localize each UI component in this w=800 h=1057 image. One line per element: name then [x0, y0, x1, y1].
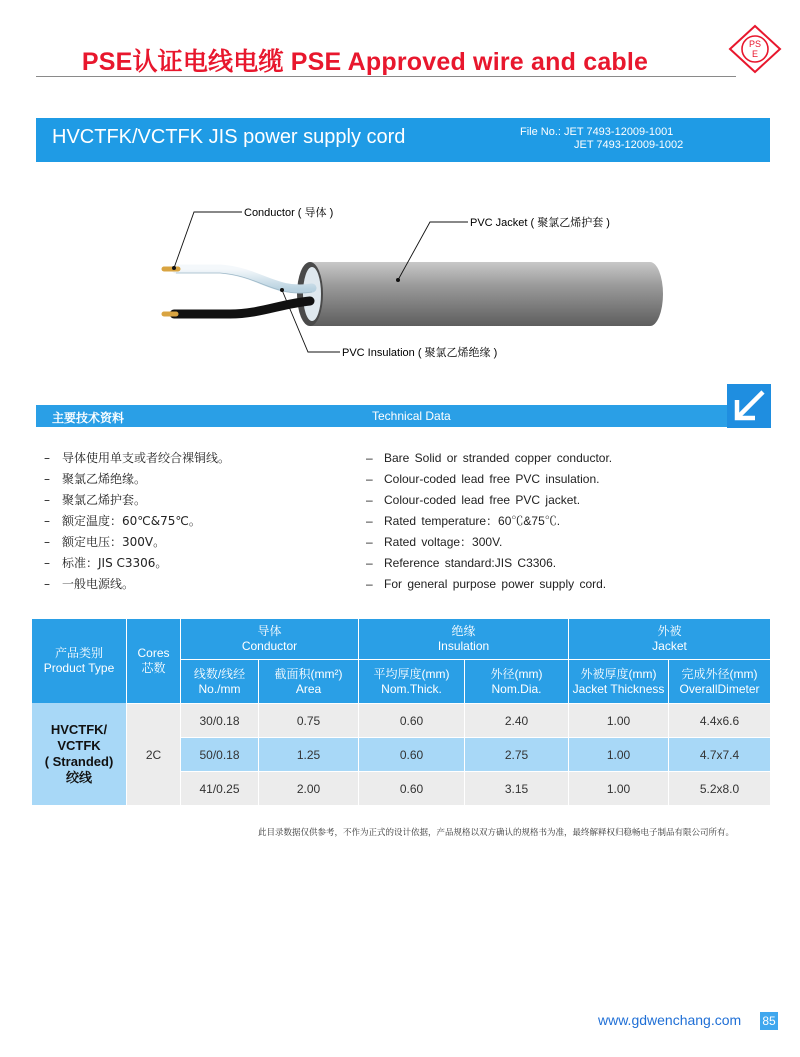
- table-cell: 5.2x8.0: [668, 771, 770, 805]
- header-divider: [36, 76, 736, 77]
- file-label: File No.:: [520, 126, 561, 138]
- svg-text:PS: PS: [748, 39, 762, 49]
- svg-text:E: E: [751, 49, 759, 59]
- table-cell: 50/0.18: [180, 737, 258, 771]
- spec-item-en: – Reference standard:JIS C3306.: [366, 553, 612, 574]
- spec-item-en: – Bare Solid or stranded copper conductor.: [366, 448, 612, 469]
- product-title: HVCTFK/VCTFK JIS power supply cord: [52, 126, 406, 148]
- table-cell: 3.15: [464, 771, 568, 805]
- cores-cell: 2C: [126, 703, 180, 805]
- spec-item-cn: – 标准：JIS C3306。: [44, 553, 230, 574]
- spec-list-cn: [44, 448, 230, 595]
- spec-item-en: – For general purpose power supply cord.: [366, 574, 612, 595]
- table-cell: 1.00: [568, 703, 668, 737]
- page-number: 85: [760, 1012, 778, 1030]
- conductor-header: 导体 Conductor: [180, 619, 358, 659]
- jacket-label: PVC Jacket ( 聚氯乙烯护套 ): [470, 217, 610, 229]
- product-name-cell: HVCTFK/ VCTFK ( Stranded) 绞线: [32, 703, 126, 805]
- col-strand-header: 线数/线经 No./mm: [180, 659, 258, 703]
- table-cell: 0.75: [258, 703, 358, 737]
- col-diameter-header: 外径(mm) Nom.Dia.: [464, 659, 568, 703]
- technical-data-title-en: Technical Data: [372, 409, 451, 423]
- insulation-label: PVC Insulation ( 聚氯乙烯绝缘 ): [342, 347, 498, 359]
- table-cell: 2.40: [464, 703, 568, 737]
- spec-item-en: – Rated voltage：300V.: [366, 532, 612, 553]
- white-core: [176, 269, 312, 289]
- spec-item-cn: – 导体使用单支或者绞合裸铜线。: [44, 448, 230, 469]
- jacket-body: [310, 262, 663, 326]
- table-cell: 1.25: [258, 737, 358, 771]
- spec-item-cn: – 一般电源线。: [44, 574, 230, 595]
- col-area-header: 截面积(mm²) Area: [258, 659, 358, 703]
- spec-item-en: – Rated temperature：60℃&75℃.: [366, 511, 612, 532]
- cores-header: Cores 芯数: [126, 619, 180, 703]
- col-overall-header: 完成外径(mm) OverallDimeter: [668, 659, 770, 703]
- file-number-2: JET 7493-12009-1002: [574, 139, 684, 151]
- website-link[interactable]: www.gdwenchang.com: [598, 1012, 742, 1028]
- spec-list-en: [366, 448, 612, 595]
- col-jacket-thickness-header: 外被厚度(mm) Jacket Thickness: [568, 659, 668, 703]
- table-cell: 41/0.25: [180, 771, 258, 805]
- col-thickness-header: 平均厚度(mm) Nom.Thick.: [358, 659, 464, 703]
- spec-item-cn: – 额定电压：300V。: [44, 532, 230, 553]
- table-cell: 0.60: [358, 771, 464, 805]
- table-cell: 0.60: [358, 737, 464, 771]
- jacket-header: 外被 Jacket: [568, 619, 770, 659]
- spec-item-cn: – 聚氯乙烯护套。: [44, 490, 230, 511]
- arrow-down-left-icon: [727, 384, 771, 428]
- table-cell: 4.7x7.4: [668, 737, 770, 771]
- spec-item-cn: – 额定温度：60℃&75℃。: [44, 511, 230, 532]
- file-number-1: JET 7493-12009-1001: [564, 126, 674, 138]
- spec-item-cn: – 聚氯乙烯绝缘。: [44, 469, 230, 490]
- spec-table: [32, 619, 770, 805]
- disclaimer: 此目录数据仅供参考，不作为正式的设计依据，产品规格以双方确认的规格书为准，最终解释权归稳畅电子制品有限公司所有。: [258, 828, 735, 838]
- table-cell: 30/0.18: [180, 703, 258, 737]
- table-cell: 2.75: [464, 737, 568, 771]
- spec-item-en: – Colour-coded lead free PVC jacket.: [366, 490, 612, 511]
- page-title: PSE认证电线电缆 PSE Approved wire and cable: [81, 48, 649, 76]
- table-cell: 2.00: [258, 771, 358, 805]
- file-numbers: [520, 126, 683, 152]
- conductor-label: Conductor ( 导体 ): [244, 207, 334, 219]
- technical-data-title-cn: 主要技术资料: [52, 411, 125, 425]
- table-cell: 0.60: [358, 703, 464, 737]
- product-type-header: 产品类别 Product Type: [32, 619, 126, 703]
- table-row: [32, 703, 770, 737]
- jacket-inner: [303, 267, 321, 321]
- spec-item-en: – Colour-coded lead free PVC insulation.: [366, 469, 612, 490]
- cable-diagram: [150, 196, 710, 376]
- table-cell: 1.00: [568, 737, 668, 771]
- insulation-header: 绝缘 Insulation: [358, 619, 568, 659]
- table-cell: 4.4x6.6: [668, 703, 770, 737]
- pse-logo-icon: [728, 24, 782, 74]
- table-cell: 1.00: [568, 771, 668, 805]
